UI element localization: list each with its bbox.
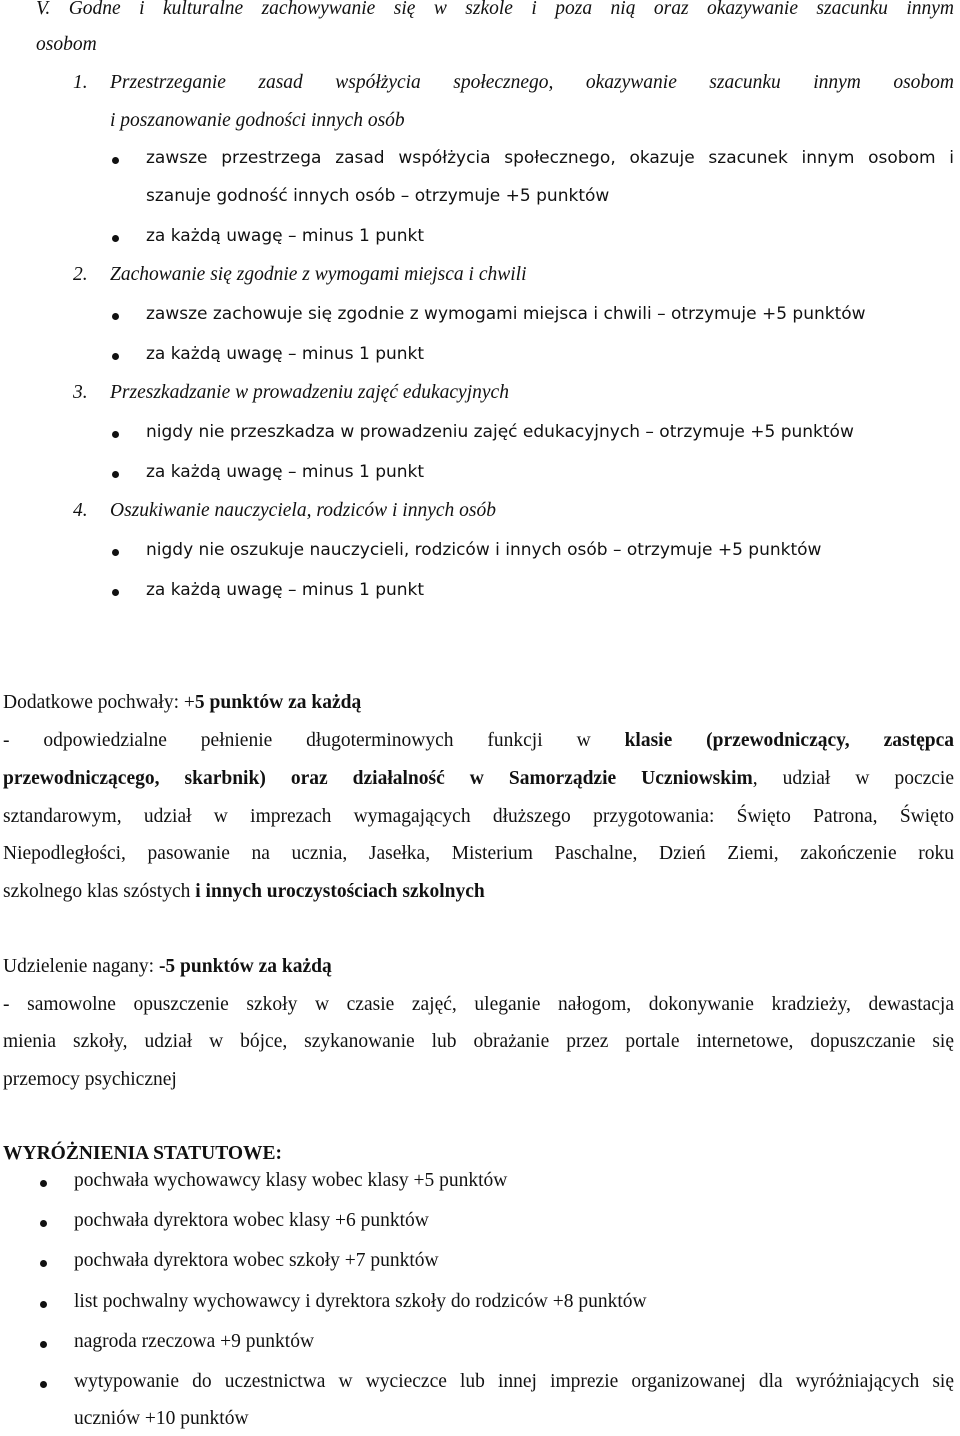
item-2-bullet-2: za każdą uwagę – minus 1 punkt <box>146 344 425 364</box>
statutory-item-6: wytypowanie do uczestnictwa w wycieczce lub innej imprezie organizowanej dla wyróżniających się <box>74 1371 954 1392</box>
item-3-bullet-2: za każdą uwagę – minus 1 punkt <box>146 462 425 482</box>
item-3-bullet-1: nigdy nie przeszkadza w prowadzeniu zajęć edukacyjnych – otrzymuje +5 punktów <box>146 422 854 442</box>
item-1-bullet-1: zawsze przestrzega zasad współżycia społecznego, okazuje szacunek innym osobom i <box>146 148 954 168</box>
praise-line-3: sztandarowym, udział w imprezach wymagających dłuższego przygotowania: Święto Patrona, Święto <box>3 806 954 827</box>
section-v-title: V. Godne i kulturalne zachowywanie się w szkole i poza nią oraz okazywanie szacunku innym <box>36 0 954 19</box>
praise-line-1: - odpowiedzialne pełnienie długoterminowych funkcji w klasie (przewodniczący, zastępca <box>3 730 954 751</box>
bullet-icon <box>112 549 119 556</box>
bullet-icon <box>112 157 119 164</box>
bullet-icon <box>112 235 119 242</box>
statutory-item-1: pochwała wychowawcy klasy wobec klasy +5 punktów <box>74 1170 508 1191</box>
item-1-bullet-2: za każdą uwagę – minus 1 punkt <box>146 226 425 246</box>
item-1-bullet-1-cont: szanuje godność innych osób – otrzymuje +5 punktów <box>146 186 610 206</box>
bullet-icon <box>40 1180 47 1187</box>
bullet-icon <box>112 471 119 478</box>
bullet-icon <box>40 1260 47 1267</box>
statutory-item-6-cont: uczniów +10 punktów <box>74 1408 249 1429</box>
bullet-icon <box>112 431 119 438</box>
item-4-bullet-1: nigdy nie oszukuje nauczycieli, rodziców i innych osób – otrzymuje +5 punktów <box>146 540 822 560</box>
item-2-heading: Zachowanie się zgodnie z wymogami miejsca i chwili <box>110 264 527 285</box>
bullet-icon <box>40 1381 47 1388</box>
item-4-number: 4. <box>73 500 88 521</box>
item-4-heading: Oszukiwanie nauczyciela, rodziców i innych osób <box>110 500 496 521</box>
statutory-item-2: pochwała dyrektora wobec klasy +6 punktów <box>74 1210 429 1231</box>
statutory-item-3: pochwała dyrektora wobec szkoły +7 punktów <box>74 1250 439 1271</box>
item-3-heading: Przeszkadzanie w prowadzeniu zajęć edukacyjnych <box>110 382 509 403</box>
reprimand-label: Udzielenie nagany: -5 punktów za każdą <box>3 956 332 977</box>
praise-line-4: Niepodległości, pasowanie na ucznia, Jasełka, Misterium Paschalne, Dzień Ziemi, zakończenie roku <box>3 843 954 864</box>
praise-label: Dodatkowe pochwały: +5 punktów za każdą <box>3 692 362 713</box>
item-4-bullet-2: za każdą uwagę – minus 1 punkt <box>146 580 425 600</box>
praise-line-2: przewodniczącego, skarbnik) oraz działalność w Samorządzie Uczniowskim, udział w poczcie <box>3 768 954 789</box>
item-1-heading: Przestrzeganie zasad współżycia społecznego, okazywanie szacunku innym osobom <box>110 72 954 93</box>
item-1-heading-cont: i poszanowanie godności innych osób <box>110 110 405 131</box>
statutory-item-4: list pochwalny wychowawcy i dyrektora szkoły do rodziców +8 punktów <box>74 1291 647 1312</box>
item-2-number: 2. <box>73 264 88 285</box>
bullet-icon <box>40 1301 47 1308</box>
statutory-title: WYRÓŻNIENIA STATUTOWE: <box>3 1143 283 1164</box>
statutory-item-5: nagroda rzeczowa +9 punktów <box>74 1331 315 1352</box>
section-v-title-cont: osobom <box>36 34 97 55</box>
item-3-number: 3. <box>73 382 88 403</box>
bullet-icon <box>112 353 119 360</box>
bullet-icon <box>112 313 119 320</box>
praise-line-5: szkolnego klas szóstych i innych uroczystościach szkolnych <box>3 881 485 902</box>
reprimand-line-2: mienia szkoły, udział w bójce, szykanowanie lub obrażanie przez portale internetowe, dopuszczanie się <box>3 1031 954 1052</box>
reprimand-line-3: przemocy psychicznej <box>3 1069 177 1090</box>
bullet-icon <box>40 1220 47 1227</box>
item-2-bullet-1: zawsze zachowuje się zgodnie z wymogami miejsca i chwili – otrzymuje +5 punktów <box>146 304 866 324</box>
bullet-icon <box>40 1341 47 1348</box>
item-1-number: 1. <box>73 72 88 93</box>
bullet-icon <box>112 589 119 596</box>
reprimand-line-1: - samowolne opuszczenie szkoły w czasie zajęć, uleganie nałogom, dokonywanie kradzieży, dewastacja <box>3 994 954 1015</box>
